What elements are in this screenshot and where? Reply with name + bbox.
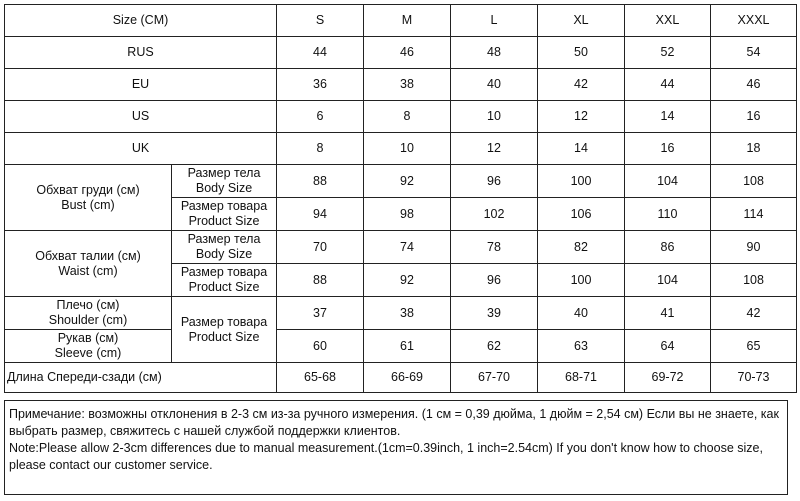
header-size-s: S xyxy=(277,5,364,37)
cell: 36 xyxy=(277,69,364,101)
cell: 10 xyxy=(364,133,451,165)
cell: 108 xyxy=(711,165,797,198)
product-size-label xyxy=(172,198,277,231)
cell: 46 xyxy=(364,37,451,69)
cell: 100 xyxy=(538,165,625,198)
product-size-label-en: Product Size xyxy=(188,329,260,344)
row-uk xyxy=(5,133,797,165)
row-length xyxy=(5,363,797,393)
row-rus xyxy=(5,37,797,69)
cell: 70 xyxy=(277,231,364,264)
sleeve-label-ru: Рукав (см) xyxy=(57,331,119,345)
cell: 74 xyxy=(364,231,451,264)
cell: 16 xyxy=(625,133,711,165)
cell: 67-70 xyxy=(451,363,538,393)
cell: 106 xyxy=(538,198,625,231)
cell: 42 xyxy=(538,69,625,101)
row-label: US xyxy=(5,101,277,133)
cell: 41 xyxy=(625,297,711,330)
body-size-label xyxy=(172,165,277,198)
cell: 88 xyxy=(277,264,364,297)
cell: 68-71 xyxy=(538,363,625,393)
product-size-label-shared xyxy=(172,297,277,363)
row-label: RUS xyxy=(5,37,277,69)
cell: 104 xyxy=(625,264,711,297)
product-size-label-ru: Размер товара xyxy=(180,314,268,329)
header-size-m: M xyxy=(364,5,451,37)
length-label: Длина Спереди-сзади (см) xyxy=(5,363,277,393)
cell: 8 xyxy=(277,133,364,165)
cell: 38 xyxy=(364,69,451,101)
cell: 98 xyxy=(364,198,451,231)
cell: 60 xyxy=(277,330,364,363)
row-us xyxy=(5,101,797,133)
shoulder-label xyxy=(5,297,172,330)
cell: 69-72 xyxy=(625,363,711,393)
cell: 40 xyxy=(451,69,538,101)
cell: 92 xyxy=(364,165,451,198)
header-size-xxxl: XXXL xyxy=(711,5,797,37)
cell: 40 xyxy=(538,297,625,330)
cell: 39 xyxy=(451,297,538,330)
row-eu xyxy=(5,69,797,101)
cell: 110 xyxy=(625,198,711,231)
product-size-label-en: Product Size xyxy=(188,214,260,228)
cell: 12 xyxy=(451,133,538,165)
cell: 54 xyxy=(711,37,797,69)
cell: 10 xyxy=(451,101,538,133)
cell: 70-73 xyxy=(711,363,797,393)
bust-label-ru: Обхват груди (см) xyxy=(36,182,140,197)
body-size-label xyxy=(172,231,277,264)
cell: 66-69 xyxy=(364,363,451,393)
header-size-label: Size (CM) xyxy=(5,5,277,37)
body-size-label-en: Body Size xyxy=(195,247,253,261)
sleeve-label xyxy=(5,330,172,363)
cell: 61 xyxy=(364,330,451,363)
row-label: UK xyxy=(5,133,277,165)
cell: 90 xyxy=(711,231,797,264)
waist-label-en: Waist (cm) xyxy=(58,263,118,278)
cell: 64 xyxy=(625,330,711,363)
cell: 46 xyxy=(711,69,797,101)
cell: 82 xyxy=(538,231,625,264)
cell: 94 xyxy=(277,198,364,231)
cell: 18 xyxy=(711,133,797,165)
cell: 88 xyxy=(277,165,364,198)
row-bust-body xyxy=(5,165,797,198)
cell: 14 xyxy=(538,133,625,165)
row-label: EU xyxy=(5,69,277,101)
cell: 96 xyxy=(451,264,538,297)
cell: 44 xyxy=(625,69,711,101)
cell: 108 xyxy=(711,264,797,297)
shoulder-label-ru: Плечо (см) xyxy=(56,298,120,312)
cell: 65 xyxy=(711,330,797,363)
waist-label-ru: Обхват талии (см) xyxy=(35,248,141,263)
header-size-l: L xyxy=(451,5,538,37)
product-size-label-ru: Размер товара xyxy=(180,199,268,213)
cell: 102 xyxy=(451,198,538,231)
header-size-xl: XL xyxy=(538,5,625,37)
body-size-label-en: Body Size xyxy=(195,181,253,195)
cell: 62 xyxy=(451,330,538,363)
cell: 38 xyxy=(364,297,451,330)
body-size-label-ru: Размер тела xyxy=(187,232,261,246)
waist-label xyxy=(5,231,172,297)
cell: 8 xyxy=(364,101,451,133)
shoulder-label-en: Shoulder (cm) xyxy=(48,313,128,327)
note-ru: Примечание: возможны отклонения в 2-3 см из-за ручного измерения. (1 см = 0,39 дюйма, 1 дюйм = 2,54 см) Если вы не знаете, как выбрать размер, свяжитесь с нашей службой поддержки клиентов. xyxy=(9,407,779,438)
header-row xyxy=(5,5,797,37)
cell: 86 xyxy=(625,231,711,264)
cell: 104 xyxy=(625,165,711,198)
row-sleeve xyxy=(5,330,797,363)
size-chart-table xyxy=(4,4,797,393)
cell: 16 xyxy=(711,101,797,133)
cell: 42 xyxy=(711,297,797,330)
cell: 44 xyxy=(277,37,364,69)
note-en: Note:Please allow 2-3cm differences due to manual measurement.(1cm=0.39inch, 1 inch=2.54cm) If you don't know how to choose size, please contact our customer service. xyxy=(9,441,763,472)
header-size-xxl: XXL xyxy=(625,5,711,37)
cell: 14 xyxy=(625,101,711,133)
cell: 50 xyxy=(538,37,625,69)
cell: 12 xyxy=(538,101,625,133)
cell: 63 xyxy=(538,330,625,363)
sleeve-label-en: Sleeve (cm) xyxy=(54,346,122,360)
cell: 78 xyxy=(451,231,538,264)
cell: 48 xyxy=(451,37,538,69)
bust-label xyxy=(5,165,172,231)
cell: 65-68 xyxy=(277,363,364,393)
row-waist-body xyxy=(5,231,797,264)
cell: 37 xyxy=(277,297,364,330)
cell: 96 xyxy=(451,165,538,198)
cell: 52 xyxy=(625,37,711,69)
bust-label-en: Bust (cm) xyxy=(61,197,115,212)
product-size-label xyxy=(172,264,277,297)
cell: 114 xyxy=(711,198,797,231)
product-size-label-en: Product Size xyxy=(188,280,260,294)
product-size-label-ru: Размер товара xyxy=(180,265,268,279)
cell: 92 xyxy=(364,264,451,297)
measurement-note xyxy=(4,400,788,495)
cell: 100 xyxy=(538,264,625,297)
cell: 6 xyxy=(277,101,364,133)
row-shoulder xyxy=(5,297,797,330)
body-size-label-ru: Размер тела xyxy=(187,166,261,180)
